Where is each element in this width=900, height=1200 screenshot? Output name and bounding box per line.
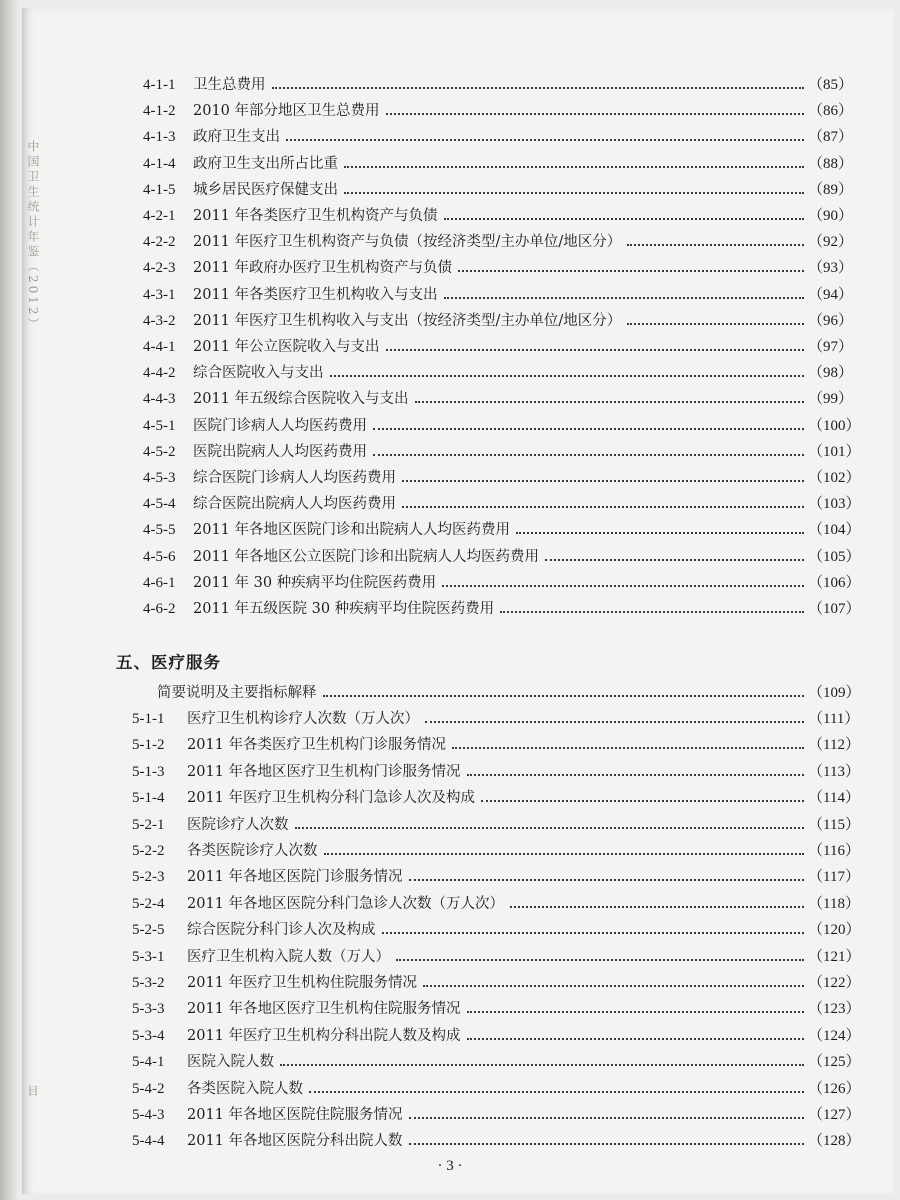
dot-leader [402,480,804,482]
toc-entry-title: 2011 年医疗卫生机构分科门急诊人次及构成 [187,786,479,810]
toc-entry[interactable] [0,309,900,333]
dot-leader [409,1117,804,1119]
toc-entry-title: 2011 年各地区医院分科出院人数 [187,1129,407,1153]
toc-entry-number: 4-2-2 [143,234,176,251]
toc-entry-title: 城乡居民医疗保健支出 [193,178,342,202]
toc-entry-page: （97） [808,339,854,355]
toc-entry-title: 2011 年 30 种疾病平均住院医药费用 [193,571,440,595]
toc-entry[interactable] [0,99,900,123]
toc-entry[interactable] [0,1024,900,1048]
toc-entry-page: （90） [808,208,854,224]
toc-entry-page: （92） [808,234,854,251]
toc-entry-number: 4-3-2 [143,312,176,329]
dot-leader [402,506,804,508]
toc-entry-title: 综合医院分科门诊人次及构成 [187,918,380,942]
toc-entry-title: 2011 年各类医疗卫生机构资产与负债 [193,204,442,228]
toc-entry-title: 卫生总费用 [193,73,270,97]
dot-leader [467,774,804,776]
toc-entry-page: （126） [808,1080,861,1097]
toc-entry-number: 4-5-4 [143,496,176,513]
spine-running-title: 中国卫生统计年鉴（2012） [26,140,40,333]
dot-leader [324,853,804,855]
toc-entry-page: （118） [808,895,860,912]
toc-entry-title: 综合医院出院病人人均医药费用 [193,492,400,516]
toc-entry-title: 政府卫生支出所占比重 [193,152,342,176]
toc-entry-page: （107） [808,601,861,617]
toc-entry-number: 5-3-3 [132,1001,165,1018]
toc-entry-number: 5-3-2 [132,975,165,991]
toc-entry-title: 各类医院诊疗人次数 [187,839,322,863]
page-number: · 3 · [437,1158,463,1174]
toc-entry[interactable] [0,971,900,995]
dot-leader [286,139,804,141]
toc-entry-page: （128） [808,1133,861,1150]
toc-entry-page: （121） [808,948,861,965]
toc-entry-number: 5-4-1 [132,1054,165,1071]
toc-entry[interactable] [0,865,900,889]
toc-entry[interactable] [0,440,900,464]
toc-entry-page: （99） [808,391,854,408]
dot-leader [373,454,804,456]
toc-entry[interactable] [0,361,900,385]
toc-entry-title: 简要说明及主要指标解释 [157,681,321,705]
toc-entry-page: （115） [808,816,860,833]
toc-entry[interactable] [0,152,900,176]
toc-entry[interactable] [0,466,900,490]
toc-entry-title: 2011 年五级综合医院收入与支出 [193,387,413,411]
dot-leader [481,800,804,802]
spine-mark: 目 [26,1085,39,1096]
dot-leader [467,1038,804,1040]
toc-entry-number: 4-3-1 [143,286,176,303]
toc-entry[interactable] [0,1129,900,1153]
toc-entry-number: 5-1-2 [132,737,165,754]
toc-entry-number: 4-6-2 [143,601,176,617]
toc-entry-number: 4-6-1 [143,574,176,591]
toc-entry-page: （104） [808,522,861,539]
toc-entry-title: 2011 年公立医院收入与支出 [193,335,384,359]
dot-leader [452,747,804,749]
dot-leader [396,959,804,961]
toc-entry-page: （100） [808,417,861,434]
toc-entry-number: 4-2-3 [143,260,176,277]
toc-entry[interactable] [0,518,900,542]
toc-entry-number: 4-5-5 [143,522,176,539]
toc-entry[interactable] [0,892,900,916]
toc-entry-page: （127） [808,1107,861,1123]
toc-entry-number: 5-2-1 [132,816,165,833]
dot-leader [467,1011,804,1013]
toc-entry[interactable] [0,997,900,1021]
toc-entry-title: 2011 年各地区医院门诊服务情况 [187,865,407,889]
dot-leader [409,879,804,881]
dot-leader [500,611,804,613]
toc-entry-number: 5-2-3 [132,869,165,886]
toc-entry-page: （120） [808,922,861,939]
toc-entry-title: 综合医院收入与支出 [193,361,328,385]
toc-entry-title: 2010 年部分地区卫生总费用 [193,99,384,123]
toc-entry-title: 综合医院门诊病人人均医药费用 [193,466,400,490]
toc-entry-number: 4-1-4 [143,155,176,172]
toc-entry-number: 4-1-5 [143,181,176,198]
dot-leader [458,270,804,272]
toc-entry-page: （85） [808,77,854,93]
toc-entry-number: 5-2-5 [132,922,165,939]
toc-entry[interactable] [0,597,900,621]
dot-leader [386,113,804,115]
toc-entry-number: 4-4-2 [143,365,176,382]
dot-leader [272,87,804,89]
toc-entry-number: 5-3-1 [132,948,165,965]
toc-entry-title: 2011 年各地区医院住院服务情况 [187,1103,407,1127]
toc-entry-number: 4-1-2 [143,103,176,120]
dot-leader [386,349,804,351]
toc-entry-number: 5-2-2 [132,843,165,859]
toc-entry[interactable] [0,256,900,280]
dot-leader [330,375,804,377]
toc-entry-page: （122） [808,975,861,991]
dot-leader [442,585,804,587]
toc-entry-page: （105） [808,548,861,565]
toc-entry[interactable] [0,1077,900,1101]
toc-entry-page: （124） [808,1027,861,1044]
toc-entry[interactable] [0,786,900,810]
toc-entry[interactable] [0,204,900,228]
toc-entry-intro[interactable] [0,681,900,705]
toc-entry-page: （93） [808,260,854,277]
toc-entry-page: （117） [808,869,860,886]
toc-entry[interactable] [0,918,900,942]
toc-entry-page: （111） [808,711,860,727]
toc-entry[interactable] [0,230,900,254]
toc-entry-number: 5-4-4 [132,1133,165,1150]
toc-entry-page: （102） [808,470,861,486]
dot-leader [344,192,804,194]
toc-entry-number: 5-2-4 [132,895,165,912]
toc-entry-title: 各类医院入院人数 [187,1077,307,1101]
toc-entry-title: 医疗卫生机构入院人数（万人） [187,945,394,969]
toc-entry[interactable] [0,125,900,149]
section-5-heading: 五、医疗服务 [116,653,221,672]
dot-leader [627,244,804,246]
dot-leader [344,166,804,168]
dot-leader [295,827,804,829]
toc-entry-title: 2011 年各类医疗卫生机构收入与支出 [193,283,442,307]
dot-leader [409,1143,804,1145]
toc-entry-number: 5-3-4 [132,1027,165,1044]
toc-entry-number: 4-5-3 [143,470,176,486]
toc-entry[interactable] [0,387,900,411]
dot-leader [373,428,804,430]
toc-entry[interactable] [0,492,900,516]
toc-entry-page: （109） [808,685,861,701]
toc-entry-number: 4-2-1 [143,208,176,224]
toc-entry-page: （87） [808,129,854,146]
toc-entry-title: 2011 年医疗卫生机构住院服务情况 [187,971,421,995]
dot-leader [280,1064,804,1066]
toc-entry-number: 4-5-1 [143,417,176,434]
dot-leader [444,218,804,220]
toc-entry-page: （96） [808,312,854,329]
dot-leader [415,401,804,403]
dot-leader [627,323,804,325]
toc-entry-title: 医院门诊病人人均医药费用 [193,414,371,438]
toc-entry-page: （86） [808,103,854,120]
toc-entry-page: （112） [808,737,860,754]
toc-entry-number: 4-4-1 [143,339,176,355]
toc-entry-page: （114） [808,790,860,807]
toc-entry-number: 5-1-4 [132,790,165,807]
toc-entry-title: 2011 年五级医院 30 种疾病平均住院医药费用 [193,597,498,621]
toc-entry[interactable] [0,760,900,784]
toc-entry-number: 4-1-1 [143,77,176,93]
toc-entry-title: 2011 年各地区医院分科门急诊人次数（万人次） [187,892,508,916]
toc-entry-page: （101） [808,443,861,460]
toc-entry-number: 5-4-3 [132,1107,165,1123]
toc-entry-number: 5-4-2 [132,1080,165,1097]
dot-leader [423,985,804,987]
toc-entry[interactable] [0,1050,900,1074]
toc-entry[interactable] [0,839,900,863]
toc-entry[interactable] [0,178,900,202]
dot-leader [323,695,804,697]
dot-leader [382,932,804,934]
toc-entry-page: （113） [808,763,860,780]
toc-entry-page: （103） [808,496,861,513]
toc-entry-title: 2011 年各地区医疗卫生机构门诊服务情况 [187,760,465,784]
toc-entry-title: 2011 年医疗卫生机构收入与支出（按经济类型/主办单位/地区分） [193,309,625,333]
toc-entry-title: 2011 年政府办医疗卫生机构资产与负债 [193,256,456,280]
toc-entry[interactable] [0,283,900,307]
toc-entry[interactable] [0,813,900,837]
toc-entry-number: 5-1-1 [132,711,165,727]
toc-entry-page: （94） [808,286,854,303]
dot-leader [545,559,804,561]
toc-entry-title: 政府卫生支出 [193,125,284,149]
dot-leader [516,532,804,534]
toc-entry-page: （98） [808,365,854,382]
dot-leader [309,1091,804,1093]
toc-entry[interactable] [0,73,900,97]
toc-entry-page: （123） [808,1001,861,1018]
toc-entry-title: 医疗卫生机构诊疗人次数（万人次） [187,707,423,731]
toc-entry[interactable] [0,945,900,969]
dot-leader [425,721,804,723]
toc-entry-page: （106） [808,574,861,591]
toc-entry-title: 医院入院人数 [187,1050,278,1074]
toc-entry-page: （88） [808,155,854,172]
toc-entry-title: 2011 年各地区公立医院门诊和出院病人人均医药费用 [193,545,543,569]
toc-entry[interactable] [0,414,900,438]
toc-entry-number: 5-1-3 [132,763,165,780]
toc-entry-title: 2011 年各地区医疗卫生机构住院服务情况 [187,997,465,1021]
toc-entry-number: 4-4-3 [143,391,176,408]
dot-leader [444,297,804,299]
toc-entry-number: 4-5-6 [143,548,176,565]
toc-entry[interactable] [0,335,900,359]
toc-entry-title: 2011 年各地区医院门诊和出院病人人均医药费用 [193,518,514,542]
toc-entry[interactable] [0,545,900,569]
toc-entry-number: 4-1-3 [143,129,176,146]
toc-entry-title: 医院诊疗人次数 [187,813,293,837]
toc-entry-page: （125） [808,1054,861,1071]
toc-entry[interactable] [0,733,900,757]
toc-entry-page: （89） [808,181,854,198]
toc-entry-number: 4-5-2 [143,443,176,460]
toc-entry[interactable] [0,1103,900,1127]
toc-entry-page: （116） [808,843,860,859]
dot-leader [510,906,804,908]
toc-entry-title: 2011 年医疗卫生机构资产与负债（按经济类型/主办单位/地区分） [193,230,625,254]
toc-entry-title: 医院出院病人人均医药费用 [193,440,371,464]
toc-entry[interactable] [0,707,900,731]
toc-entry[interactable] [0,571,900,595]
toc-entry-title: 2011 年医疗卫生机构分科出院人数及构成 [187,1024,465,1048]
toc-entry-title: 2011 年各类医疗卫生机构门诊服务情况 [187,733,450,757]
